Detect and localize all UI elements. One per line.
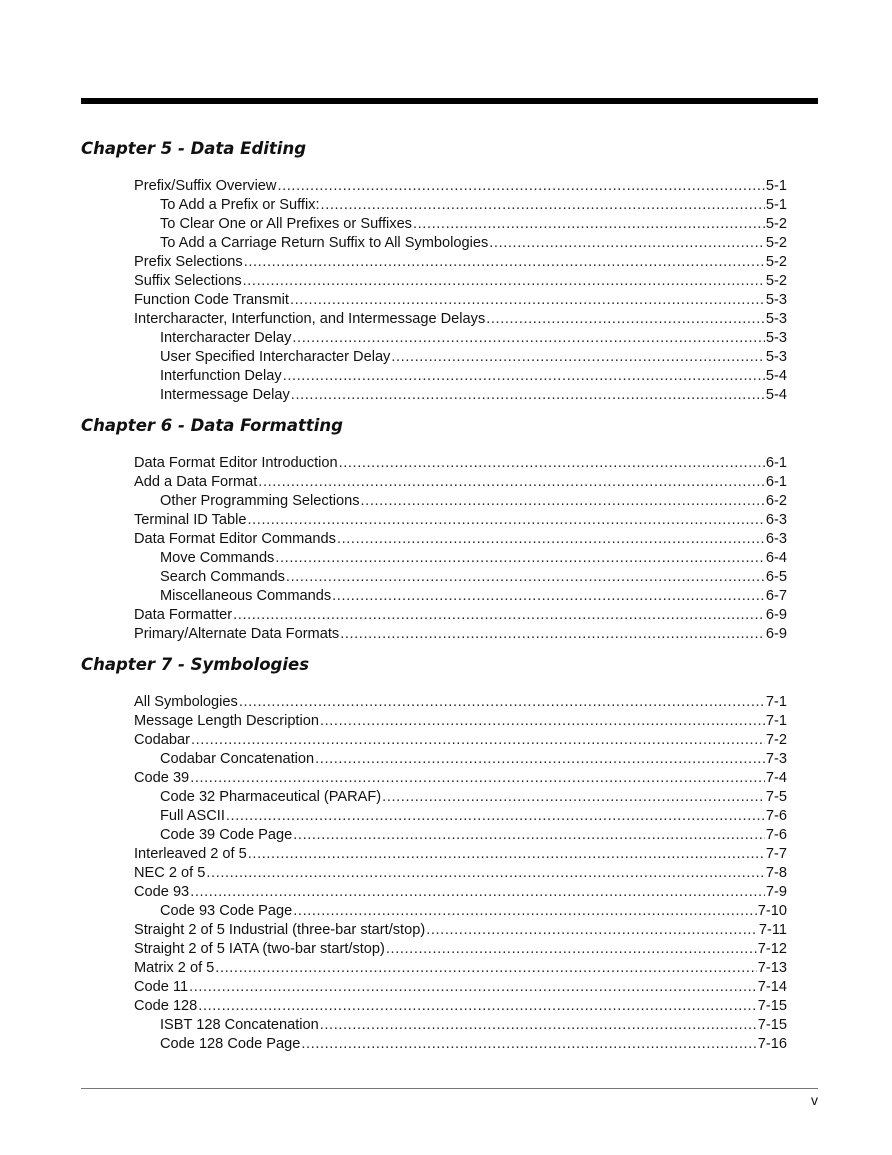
toc-entry[interactable] [81, 386, 787, 405]
toc-entry-title: Other Programming Selections [160, 493, 360, 509]
toc-entry-title: Matrix 2 of 5 [134, 960, 215, 976]
dot-leader [191, 731, 765, 750]
toc-entries [81, 454, 787, 644]
toc-entry-page: 7-2 [765, 732, 787, 748]
toc-entry-page: 5-1 [765, 178, 787, 194]
toc-entry[interactable] [81, 568, 787, 587]
toc-entry-title: Move Commands [160, 550, 275, 566]
toc-entry-page: 7-1 [765, 694, 787, 710]
toc-entry-page: 6-2 [765, 493, 787, 509]
toc-entry[interactable] [81, 845, 787, 864]
toc-entry[interactable] [81, 215, 787, 234]
toc-entry-page: 5-4 [765, 387, 787, 403]
toc-entry-page: 5-3 [765, 330, 787, 346]
dot-leader [206, 864, 765, 883]
toc-entry-title: Search Commands [160, 569, 285, 585]
toc-entry-page: 6-3 [765, 512, 787, 528]
toc-entry-page: 7-10 [757, 903, 787, 919]
toc-entry[interactable] [81, 750, 787, 769]
toc-entry[interactable] [81, 549, 787, 568]
dot-leader [258, 473, 765, 492]
toc-entry-title: Intercharacter Delay [160, 330, 292, 346]
toc-entry[interactable] [81, 807, 787, 826]
chapter-5-section [81, 139, 818, 403]
page-number: v [811, 1092, 818, 1108]
toc-entry[interactable] [81, 712, 787, 731]
dot-leader [413, 215, 765, 234]
toc-entry-page: 5-3 [765, 292, 787, 308]
toc-entry[interactable] [81, 473, 787, 492]
toc-entry[interactable] [81, 788, 787, 807]
toc-entry[interactable] [81, 883, 787, 902]
toc-entry[interactable] [81, 234, 787, 253]
toc-entry-title: Code 128 Code Page [160, 1036, 301, 1052]
toc-entry[interactable] [81, 492, 787, 511]
toc-entry-page: 6-9 [765, 607, 787, 623]
toc-entry-title: Intermessage Delay [160, 387, 290, 403]
dot-leader [293, 902, 757, 921]
dot-leader [301, 1035, 756, 1054]
toc-entry-page: 5-2 [765, 254, 787, 270]
dot-leader [239, 693, 765, 712]
toc-entries [81, 693, 787, 1054]
toc-entry-title: Codabar [134, 732, 190, 748]
toc-entry[interactable] [81, 902, 787, 921]
toc-entry-page: 7-1 [765, 713, 787, 729]
toc-entry-page: 5-3 [765, 349, 787, 365]
toc-entry-title: Full ASCII [160, 808, 225, 824]
dot-leader [215, 959, 756, 978]
chapter-title: Chapter 6 - Data Formatting [81, 416, 343, 435]
toc-entry-title: To Add a Carriage Return Suffix to All Symbologies [160, 235, 489, 251]
dot-leader [233, 606, 765, 625]
toc-entry[interactable] [81, 177, 787, 196]
toc-entry-title: Data Format Editor Introduction [134, 455, 338, 471]
dot-leader [198, 997, 756, 1016]
toc-entry-page: 6-9 [765, 626, 787, 642]
toc-entry-page: 6-1 [765, 474, 787, 490]
dot-leader [321, 196, 765, 215]
dot-leader [190, 769, 765, 788]
toc-entry-page: 7-14 [757, 979, 787, 995]
toc-entry-page: 5-1 [765, 197, 787, 213]
toc-entry-title: Straight 2 of 5 IATA (two-bar start/stop) [134, 941, 385, 957]
dot-leader [386, 940, 757, 959]
toc-entry[interactable] [81, 530, 787, 549]
toc-entry-page: 7-6 [765, 827, 787, 843]
toc-entry-page: 5-3 [765, 311, 787, 327]
toc-entry[interactable] [81, 329, 787, 348]
toc-entry-title: Code 128 [134, 998, 198, 1014]
toc-entry-title: Miscellaneous Commands [160, 588, 332, 604]
dot-leader [337, 530, 765, 549]
toc-entry-title: NEC 2 of 5 [134, 865, 206, 881]
toc-entry[interactable] [81, 1035, 787, 1054]
dot-leader [426, 921, 758, 940]
top-rule [81, 98, 818, 104]
dot-leader [248, 845, 765, 864]
toc-entry[interactable] [81, 940, 787, 959]
toc-entry-title: Data Formatter [134, 607, 233, 623]
chapter-title: Chapter 5 - Data Editing [81, 139, 307, 158]
toc-entry-page: 7-4 [765, 770, 787, 786]
toc-entries [81, 177, 787, 405]
toc-entry[interactable] [81, 978, 787, 997]
toc-entry-title: Code 93 Code Page [160, 903, 293, 919]
toc-entry-page: 5-2 [765, 235, 787, 251]
toc-entry-page: 7-9 [765, 884, 787, 900]
toc-entry-page: 7-15 [757, 1017, 787, 1033]
toc-entry[interactable] [81, 272, 787, 291]
toc-entry-page: 5-4 [765, 368, 787, 384]
toc-entry-title: To Add a Prefix or Suffix: [160, 197, 320, 213]
dot-leader [244, 253, 765, 272]
toc-entry-title: Suffix Selections [134, 273, 242, 289]
toc-entry-title: Prefix Selections [134, 254, 243, 270]
dot-leader [320, 712, 765, 731]
toc-entry[interactable] [81, 196, 787, 215]
dot-leader [339, 454, 765, 473]
toc-entry-title: ISBT 128 Concatenation [160, 1017, 319, 1033]
footer-rule [81, 1088, 818, 1089]
dot-leader [315, 750, 765, 769]
toc-entry-page: 5-2 [765, 216, 787, 232]
toc-entry-page: 7-11 [758, 922, 787, 938]
toc-entry-title: Code 32 Pharmaceutical (PARAF) [160, 789, 382, 805]
toc-entry-page: 7-13 [757, 960, 787, 976]
toc-entry-page: 7-7 [765, 846, 787, 862]
toc-entry-title: Code 39 [134, 770, 190, 786]
toc-entry[interactable] [81, 511, 787, 530]
chapter-7-section [81, 655, 818, 1052]
toc-entry[interactable] [81, 253, 787, 272]
toc-entry-title: Primary/Alternate Data Formats [134, 626, 340, 642]
dot-leader [489, 234, 765, 253]
toc-entry[interactable] [81, 959, 787, 978]
toc-entry[interactable] [81, 864, 787, 883]
dot-leader [189, 978, 757, 997]
dot-leader [391, 348, 765, 367]
toc-entry-title: Intercharacter, Interfunction, and Intermessage Delays [134, 311, 486, 327]
toc-entry-title: All Symbologies [134, 694, 238, 710]
toc-entry[interactable] [81, 367, 787, 386]
dot-leader [190, 883, 765, 902]
toc-entry-page: 5-2 [765, 273, 787, 289]
toc-entry[interactable] [81, 997, 787, 1016]
toc-entry[interactable] [81, 587, 787, 606]
toc-entry-title: Interleaved 2 of 5 [134, 846, 247, 862]
toc-entry-title: Prefix/Suffix Overview [134, 178, 277, 194]
toc-entry-title: User Specified Intercharacter Delay [160, 349, 391, 365]
toc-entry[interactable] [81, 693, 787, 712]
chapter-title: Chapter 7 - Symbologies [81, 655, 310, 674]
toc-entry[interactable] [81, 291, 787, 310]
toc-entry[interactable] [81, 454, 787, 473]
toc-entry-page: 6-1 [765, 455, 787, 471]
toc-entry-page: 7-8 [765, 865, 787, 881]
toc-entry-title: Code 39 Code Page [160, 827, 293, 843]
dot-leader [291, 386, 765, 405]
toc-entry-page: 7-3 [765, 751, 787, 767]
toc-entry[interactable] [81, 769, 787, 788]
toc-entry-page: 7-6 [765, 808, 787, 824]
dot-leader [293, 826, 765, 845]
toc-entry[interactable] [81, 310, 787, 329]
dot-leader [290, 291, 765, 310]
toc-entry-title: Terminal ID Table [134, 512, 247, 528]
toc-entry-page: 6-5 [765, 569, 787, 585]
dot-leader [361, 492, 765, 511]
dot-leader [243, 272, 765, 291]
toc-entry[interactable] [81, 731, 787, 750]
dot-leader [332, 587, 765, 606]
toc-entry-title: Add a Data Format [134, 474, 258, 490]
dot-leader [283, 367, 765, 386]
dot-leader [247, 511, 764, 530]
toc-entry-page: 7-15 [757, 998, 787, 1014]
toc-entry-title: Function Code Transmit [134, 292, 289, 308]
toc-entry[interactable] [81, 348, 787, 367]
toc-entry-page: 6-4 [765, 550, 787, 566]
toc-entry-page: 6-7 [765, 588, 787, 604]
toc-entry[interactable] [81, 1016, 787, 1035]
toc-entry-title: Message Length Description [134, 713, 319, 729]
toc-entry-page: 7-12 [757, 941, 787, 957]
toc-entry-title: Codabar Concatenation [160, 751, 315, 767]
dot-leader [286, 568, 765, 587]
toc-entry-title: Straight 2 of 5 Industrial (three-bar start/stop) [134, 922, 426, 938]
dot-leader [486, 310, 765, 329]
toc-entry[interactable] [81, 826, 787, 845]
dot-leader [275, 549, 765, 568]
toc-entry-page: 7-5 [765, 789, 787, 805]
dot-leader [320, 1016, 757, 1035]
toc-entry-page: 6-3 [765, 531, 787, 547]
dot-leader [226, 807, 765, 826]
dot-leader [382, 788, 765, 807]
toc-entry-title: Code 11 [134, 979, 189, 995]
toc-entry-title: Interfunction Delay [160, 368, 282, 384]
toc-entry-title: To Clear One or All Prefixes or Suffixes [160, 216, 412, 232]
dot-leader [277, 177, 764, 196]
toc-entry-title: Code 93 [134, 884, 190, 900]
toc-entry-page: 7-16 [757, 1036, 787, 1052]
dot-leader [340, 625, 765, 644]
toc-entry[interactable] [81, 921, 787, 940]
chapter-6-section [81, 416, 818, 642]
toc-entry[interactable] [81, 606, 787, 625]
dot-leader [292, 329, 765, 348]
toc-entry[interactable] [81, 625, 787, 644]
toc-entry-title: Data Format Editor Commands [134, 531, 336, 547]
